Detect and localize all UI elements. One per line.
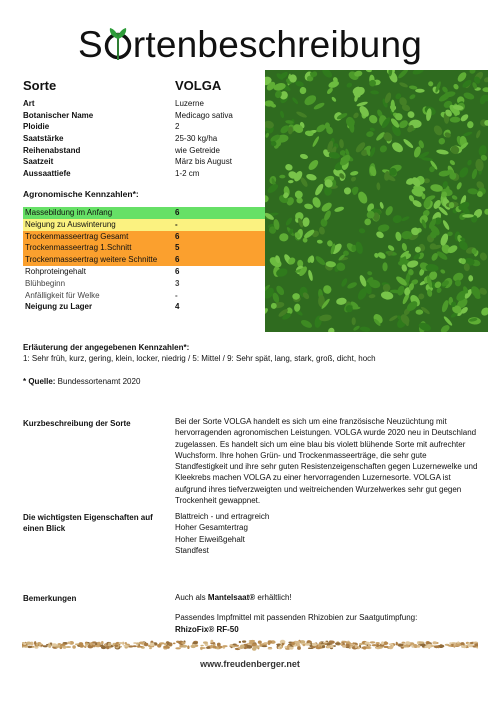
seed [210,645,213,648]
agro-table [23,207,265,313]
agro-row [23,231,265,243]
agro-row [23,301,265,313]
seed [455,644,461,647]
seed [41,645,44,647]
seed [353,642,355,644]
seed [26,642,31,645]
agro-row [23,207,265,219]
seed [365,642,370,645]
seed [330,641,335,644]
seed [114,645,118,647]
agro-value: 6 [175,208,180,217]
info-key: Ploidie [23,122,50,132]
alfalfa-photo [265,70,488,332]
seed [258,641,262,644]
legend-text: 1: Sehr früh, kurz, gering, klein, locker, niedrig / 5: Mittel / 9: Sehr spät, lang, stark, groß, dicht, hoch [23,354,376,363]
info-row [23,133,263,145]
seed [168,642,172,646]
seed [296,641,301,644]
agro-value: 3 [175,278,180,288]
seed [23,643,26,645]
seed [342,645,346,648]
seed [137,646,143,648]
agro-value: 6 [175,266,180,276]
seed [378,647,383,649]
agro-row [23,278,265,290]
seed [268,648,273,650]
seed [297,646,301,650]
info-key: Saatstärke [23,134,64,144]
seed [461,645,464,648]
seed [79,644,84,648]
seed-strip-image [22,637,478,653]
seed [192,642,198,645]
seed [106,646,109,650]
info-key: Art [23,99,35,108]
seed [234,645,239,647]
agro-row [23,254,265,266]
seed [262,645,268,647]
seed [240,645,245,649]
source-value: Bundessortenamt 2020 [55,377,141,386]
seed [289,647,293,650]
seed [222,645,227,647]
seed [398,644,403,646]
seed [268,640,273,643]
remarks-text [175,592,480,635]
seed [372,644,378,646]
seed [280,647,282,649]
agro-value: 6 [175,231,180,241]
leaf [352,317,356,325]
seed [318,643,321,647]
info-row [23,145,263,157]
properties-label: Die wichtigsten Eigenschaften auf einen Blick [23,513,153,533]
seed [200,647,206,649]
seed [424,646,429,648]
seed [175,647,181,649]
source-line [23,377,140,386]
seed [200,645,203,647]
seed [255,645,259,648]
seed [179,645,183,648]
info-row [23,121,263,133]
seed [46,644,48,646]
seed [163,646,169,649]
info-key: Saatzeit [23,157,54,167]
property-item: Standfest [175,545,209,555]
seed [28,646,32,648]
seed [72,645,76,648]
seed [132,645,136,647]
seed [433,641,437,644]
seed [396,642,398,646]
agro-key: Neigung zu Lager [25,302,93,312]
info-row [23,168,263,180]
seed [250,640,255,642]
seed [203,641,208,643]
seed [157,644,161,648]
leaf [382,262,387,271]
seed [403,646,407,648]
website-link[interactable]: www.freudenberger.net [200,659,300,669]
seed [133,642,137,644]
agro-key: Blühbeginn [25,278,66,288]
seed [187,645,189,649]
properties-list [175,511,480,556]
agro-row [23,242,265,254]
variety-name: VOLGA [175,78,222,93]
title-end: rtenbeschreibung [132,24,422,65]
seed [65,646,71,648]
legend-title: Erläuterung der angegebenen Kennzahlen*: [23,343,190,352]
seed [90,642,93,646]
seed [34,641,36,645]
seed [402,642,406,644]
info-row [23,156,263,168]
info-value: 1-2 cm [175,169,200,179]
property-item: Blattreich - und ertragreich [175,512,270,521]
seed [389,643,394,645]
agro-value: 6 [175,255,180,265]
remarks-line-2: Passendes Impfmittel mit passenden Rhizobien zur Saatgutimpfung: [175,613,418,623]
seed [305,643,311,646]
seed [210,640,213,643]
info-value: Medicago sativa [175,110,233,120]
remarks-line-3: RhizoFix® RF-50 [175,624,239,634]
agro-key: Trockenmasseertrag 1.Schnitt [25,243,132,253]
seed [447,645,451,647]
seed [370,641,375,643]
seed [303,644,306,647]
seed [312,643,317,647]
seed [48,644,51,648]
seed [149,647,152,649]
seed [439,646,443,648]
seed [150,643,155,647]
seed [388,646,393,649]
property-item: Hoher Gesamtertrag [175,523,248,533]
seed [67,642,70,645]
agro-row [23,266,265,278]
source-label: * Quelle: [23,377,56,386]
seed [322,645,325,648]
seed [335,642,340,645]
seed [166,641,168,643]
agro-row [23,219,265,231]
agro-key: Anfälligkeit für Welke [25,290,100,300]
seed [355,645,358,649]
seed [327,645,331,648]
seed [123,645,127,647]
seed [144,643,149,646]
remarks-label: Bemerkungen [23,594,77,603]
info-table [23,98,263,180]
title-start: S [77,24,103,65]
seed [319,642,321,644]
agro-key: Neigung zu Auswinterung [25,219,116,229]
info-value: wie Getreide [175,145,220,155]
description-label: Kurzbeschreibung der Sorte [23,419,131,428]
seed [413,644,417,647]
seed [381,641,384,644]
seed [159,642,165,644]
seed [434,645,439,648]
seed [173,643,176,645]
seed [276,644,281,646]
seed [118,642,123,644]
info-key: Reihenabstand [23,145,81,155]
seed [449,642,452,644]
page-title [0,22,500,68]
seed [101,644,104,646]
seed [239,641,241,643]
seed [55,646,60,648]
seed [263,642,268,644]
seed [323,642,328,644]
seed [191,645,194,647]
seed [363,646,367,649]
info-row [23,110,263,122]
seed [282,643,284,646]
info-row [23,98,263,110]
agro-title: Agronomische Kennzahlen*: [23,189,139,199]
seed [61,644,66,646]
seed [164,643,167,645]
remarks-product: Mantelsaat® [207,593,256,602]
remarks-line-1 [175,592,480,603]
info-key: Aussaattiefe [23,169,71,179]
remarks-post: erhältlich! [255,593,292,602]
seed [101,641,104,644]
seed [359,643,362,645]
seed [96,645,100,648]
seed-logo-icon [104,29,132,59]
leaf [310,255,314,263]
info-value: März bis August [175,157,232,167]
agro-value: 4 [175,302,180,312]
seed [206,647,210,649]
seed [381,645,383,647]
agro-value: 5 [175,243,180,253]
seed [58,643,61,645]
agro-key: Trockenmasseertrag Gesamt [25,231,129,241]
seed [311,646,315,648]
agro-key: Massebildung im Anfang [25,208,113,217]
seed [291,642,295,646]
agro-value: - [175,219,178,229]
seed [316,647,322,650]
info-value: 2 [175,122,180,132]
seed [384,646,389,648]
remarks-pre: Auch als [175,593,208,602]
agro-value: - [175,290,178,300]
seed [296,644,300,647]
seed [242,640,246,642]
seed [468,644,471,648]
info-value: 25-30 kg/ha [175,134,218,144]
info-value: Luzerne [175,99,204,108]
seed [431,645,433,647]
variety-label: Sorte [23,78,57,93]
agro-row [23,290,265,302]
description-text: Bei der Sorte VOLGA handelt es sich um eine französische Neuzüchtung mit hervorragenden agronomischen Leistungen. VOLGA wurde 2020 neu in Deutschland zugelassen. Es handelt sich um eine blau bis violett blühende Sorte mit aufrechter Wuchsform. Ihre hohen Grün- und Trockenmasseerträge, die sehr gute Standfestigkeit und ihre sehr guten Resistenzeigenschaften gegen Luzernewelke und Kleekrebs machen VOLGA zu einer hervorragenden Luzernesorte. VOLGA ist aufgrund ihres tiefverzweigten und weitreichenden Wurzelwerkes sehr gut gegen Trockenheit gewappnet. [175,417,478,506]
agro-key: Rohproteingehalt [25,266,86,276]
info-key: Botanischer Name [23,110,94,120]
agro-key: Trockenmasseertrag weitere Schnitte [25,255,158,265]
seed [129,645,134,647]
seed [181,642,185,645]
seed [139,642,144,645]
seed [108,643,111,647]
property-item: Hoher Eiweißgehalt [175,534,245,544]
